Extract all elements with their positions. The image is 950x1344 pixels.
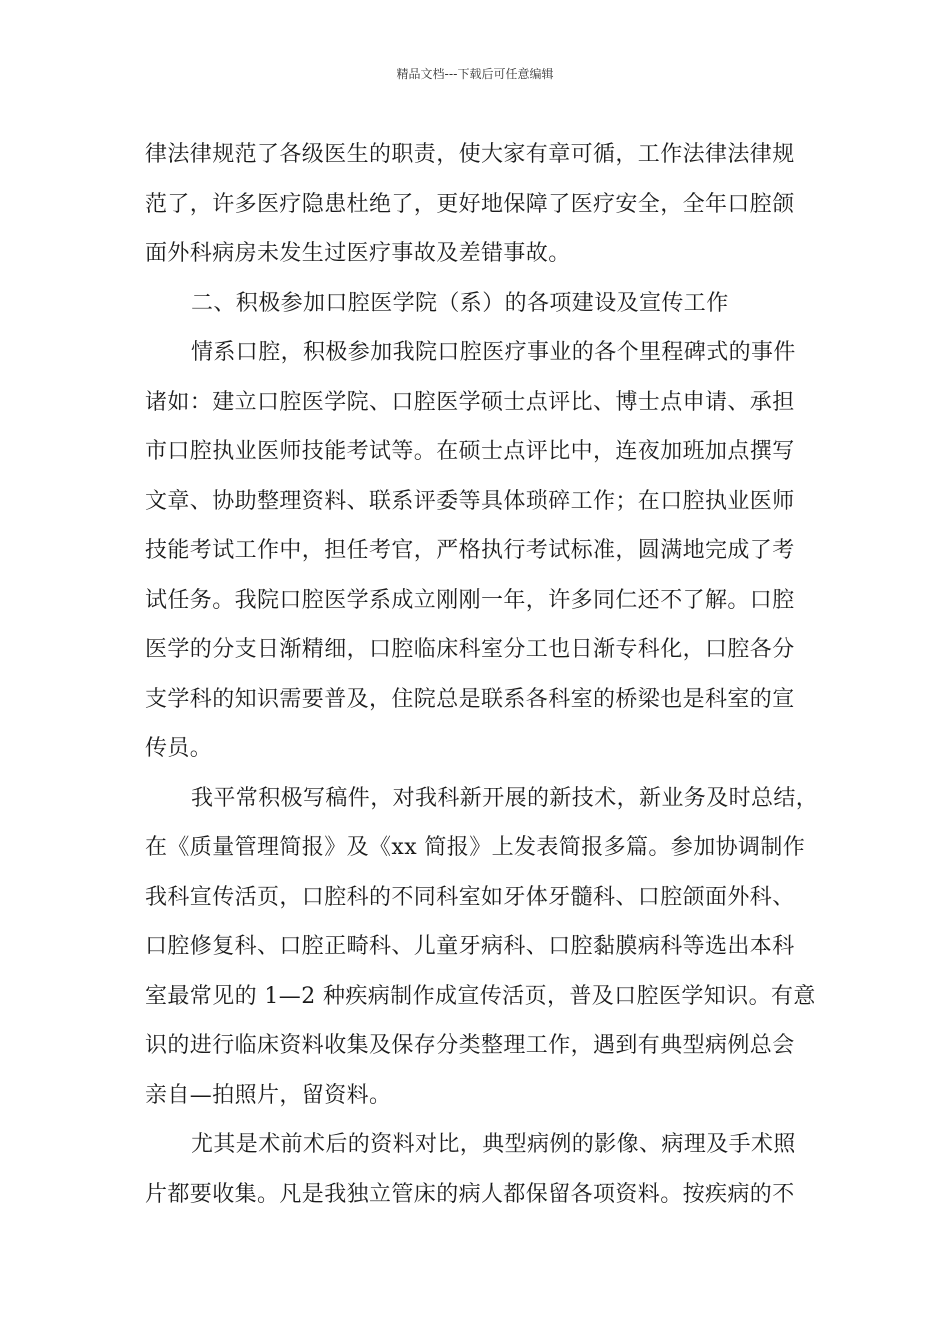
section-heading	[145, 279, 825, 329]
paragraph-1	[145, 130, 825, 279]
page-header: 精品文档---下载后可任意编辑	[396, 67, 554, 81]
text-line: 尤其是术前术后的资料对比，典型病例的影像、病理及手术照	[191, 1132, 796, 1157]
document-body	[145, 130, 825, 1219]
text-line: 传员。	[145, 736, 213, 761]
text-line: 情系口腔，积极参加我院口腔医疗事业的各个里程碑式的事件	[191, 340, 796, 365]
text-line: 医学的分支日渐精细，口腔临床科室分工也日渐专科化，口腔各分	[145, 637, 795, 662]
text-line: 亲自—拍照片，留资料。	[145, 1082, 392, 1108]
text-line: 在《质量管理简报》及《xx 简报》上发表简报多篇。参加协调制作	[145, 835, 806, 860]
text-line: 面外科病房未发生过医疗事故及差错事故。	[145, 241, 571, 266]
text-line: 诸如：建立口腔医学院、口腔医学硕士点评比、博士点申请、承担	[145, 389, 795, 415]
paragraph-2	[145, 328, 825, 774]
text-line: 技能考试工作中，担任考官，严格执行考试标准，圆满地完成了考	[145, 538, 795, 563]
text-line: 支学科的知识需要普及，住院总是联系各科室的桥梁也是科室的宣	[145, 686, 795, 712]
paragraph-3	[145, 774, 825, 1121]
text-line: 识的进行临床资料收集及保存分类整理工作，遇到有典型病例总会	[145, 1033, 795, 1058]
text-line: 范了，许多医疗隐患杜绝了，更好地保障了医疗安全，全年口腔颌	[145, 191, 795, 217]
text-line: 律法律规范了各级医生的职责，使大家有章可循，工作法律法律规	[145, 142, 795, 167]
text-line: 我平常积极写稿件，对我科新开展的新技术，新业务及时总结，	[191, 785, 819, 811]
text-line: 试任务。我院口腔医学系成立刚刚一年，许多同仁还不了解。口腔	[145, 587, 795, 613]
text-line: 文章、协助整理资料、联系评委等具体琐碎工作；在口腔执业医师	[145, 488, 795, 514]
text-line: 口腔修复科、口腔正畸科、儿童牙病科、口腔黏膜病科等选出本科	[145, 934, 795, 959]
text-line: 市口腔执业医师技能考试等。在硕士点评比中，连夜加班加点撰写	[145, 439, 795, 464]
text-line: 我科宣传活页，口腔科的不同科室如牙体牙髓科、口腔颌面外科、	[145, 884, 795, 910]
paragraph-4	[145, 1120, 825, 1219]
text-line: 片都要收集。凡是我独立管床的病人都保留各项资料。按疾病的不	[145, 1181, 795, 1207]
text-line: 室最常见的 1—2 种疾病制作成宣传活页，普及口腔医学知识。有意	[145, 983, 816, 1009]
text-line: 二、积极参加口腔医学院（系）的各项建设及宣传工作	[191, 290, 729, 316]
